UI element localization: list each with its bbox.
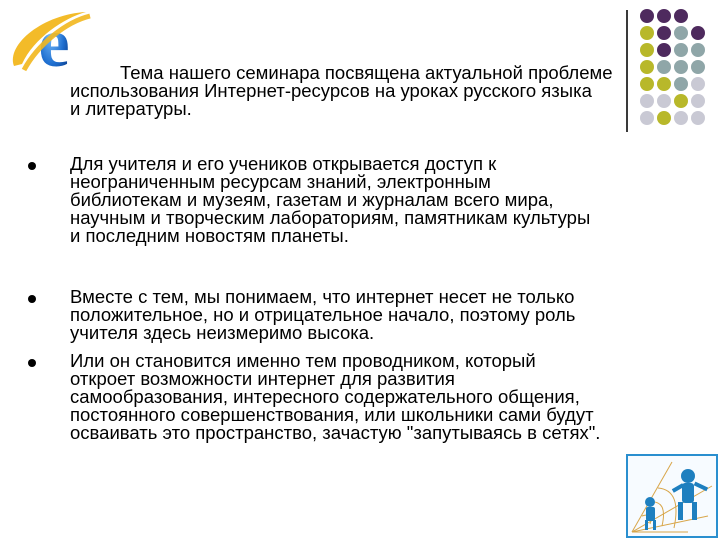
bullet-dot: [28, 359, 36, 367]
bullet-text-guide: Или он становится именно тем проводником, который откроет возможности интернет для развития самообразования, интересного содержательного общения, постоянного совершенствования, или школьники сами будут осваивать это пространство, зачастую "запутываясь в сетях".: [70, 350, 601, 443]
bullet-text-access: Для учителя и его учеников открывается доступ к неограниченным ресурсам знаний, электронным библиотекам и музеям, газетам и журналам всего мира, научным и творческим лабораториям, памятникам культуры и последним новостям планеты.: [70, 153, 591, 246]
intro-first-line: Тема нашего семинара посвящена актуальной проблеме: [120, 62, 613, 83]
web-illustration: [628, 456, 716, 536]
bullet-dot: [28, 162, 36, 170]
svg-text:e: e: [38, 5, 70, 82]
children-in-web-clipart: [626, 454, 718, 538]
intro-paragraph: [70, 64, 690, 118]
bullet-text-risk: Вместе с тем, мы понимаем, что интернет несет не только положительное, но и отрицательное начало, поэтому роль учителя здесь неизмеримо высока.: [70, 286, 576, 343]
intro-rest: использования Интернет-ресурсов на уроках русского языка и литературы.: [70, 80, 592, 119]
bullet-dot: [28, 295, 36, 303]
